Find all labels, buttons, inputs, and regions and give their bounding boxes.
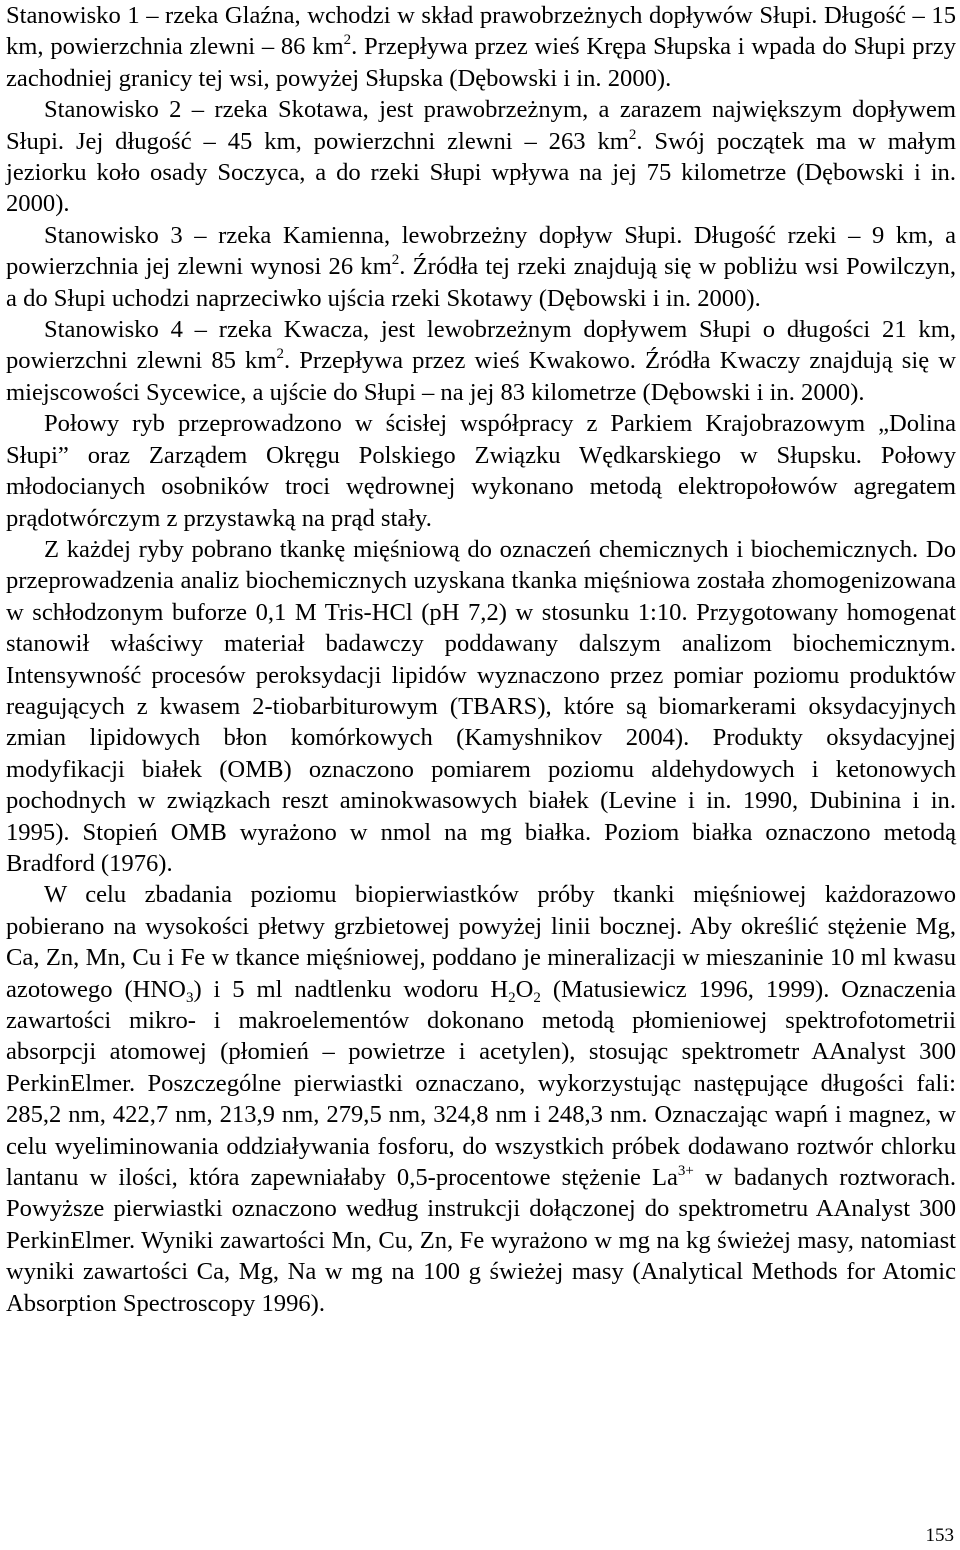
subscript: 2 xyxy=(533,989,541,1006)
paragraph-station-1 xyxy=(6,0,956,94)
text-run: . Przepływa przez wieś Kwakowo. Źródła Kwaczy znajdują się w miejscowości Sycewice, a ujście do Słupi – na jej 83 kilometrze (Dębowski i in. 2000). xyxy=(6,347,956,406)
text-run: Stanowisko 2 – rzeka Skotawa, jest prawobrzeżnym, a zarazem największym dopływem Słupi. Jej długość – 45 km, powierzchni zlewni – 263 km xyxy=(6,96,956,155)
paragraph-station-3 xyxy=(6,220,956,314)
paragraph-fishing xyxy=(6,408,956,534)
text-run: . Źródła tej rzeki znajdują się w pobliżu wsi Powilczyn, a do Słupi uchodzi naprzeciwko ujścia rzeki Skotawy (Dębowski i in. 2000). xyxy=(6,253,956,312)
superscript: 3+ xyxy=(677,1163,694,1180)
text-run: (Matusiewicz 1996, 1999). Oznaczenia zawartości mikro- i makroelementów dokonano metodą płomieniowej spektrofotometrii absorpcji atomowej (płomień – powietrze i acetylen), stosując spektrometr AAnalyst 300 PerkinElmer. Poszczególne pierwiastki oznaczano, wykorzystując następujące długości fali: 285,2 nm, 422,7 nm, 213,9 nm, 279,5 nm, 324,8 nm i 248,3 nm. Oznaczając wapń i magnez, w celu wyeliminowania oddziaływania fosforu, do wszystkich próbek dodawano roztwór chlorku lantanu w ilości, która zapewniałaby 0,5-procentowe stężenie La xyxy=(6,975,956,1192)
text-run: Połowy ryb przeprowadzono w ścisłej współpracy z Parkiem Krajobrazowym „Dolina Słupi” oraz Zarządem Okręgu Polskiego Związku Wędkarskiego w Słupsku. Połowy młodocianych osobników troci wędrownej wykonano metodą elektropołowów agregatem prądotwórczym z przystawką na prąd stały. xyxy=(6,410,956,532)
page-number: 153 xyxy=(925,1525,954,1546)
subscript: 2 xyxy=(508,989,516,1006)
superscript: 2 xyxy=(628,126,637,143)
text-run: Stanowisko 3 – rzeka Kamienna, lewobrzeżny dopływ Słupi. Długość rzeki – 9 km, a powierzchnia jej zlewni wynosi 26 km xyxy=(6,221,956,281)
text-run: . Swój początek ma w małym jeziorku koło osady Soczyca, a do rzeki Słupi wpływa na jej 75 kilometrze (Dębowski i in. 2000). xyxy=(6,127,956,218)
paragraph-biochemical-analysis xyxy=(6,534,956,879)
text-run: Stanowisko 4 – rzeka Kwacza, jest lewobrzeżnym dopływem Słupi o długości 21 km, powierzchni zlewni 85 km xyxy=(6,316,956,375)
document-page xyxy=(6,0,956,1319)
superscript: 2 xyxy=(276,346,284,363)
text-run: . Przepływa przez wieś Krępa Słupska i wpada do Słupi przy zachodniej granicy tej wsi, powyżej Słupska (Dębowski i in. 2000). xyxy=(6,33,956,92)
superscript: 2 xyxy=(343,32,352,49)
text-run: ) i 5 ml nadtlenku wodoru H xyxy=(193,975,509,1003)
text-run: O xyxy=(515,975,534,1003)
paragraph-bioelements xyxy=(6,879,956,1319)
superscript: 2 xyxy=(391,252,400,269)
paragraph-station-2 xyxy=(6,94,956,220)
text-run: W celu zbadania poziomu biopierwiastków próby tkanki mięśniowej każdorazowo pobierano na wysokości płetwy grzbietowej powyżej linii bocznej. Aby określić stężenie Mg, Ca, Zn, Mn, Cu i Fe w tkance mięśniowej, poddano je mineralizacji w mieszaninie 10 ml kwasu azotowego (HNO xyxy=(6,881,956,1003)
text-run: Stanowisko 1 – rzeka Glaźna, wchodzi w skład prawobrzeżnych dopływów Słupi. Długość – 15 km, powierzchnia zlewni – 86 km xyxy=(6,2,956,61)
text-run: Z każdej ryby pobrano tkankę mięśniową do oznaczeń chemicznych i biochemicznych. Do przeprowadzenia analiz biochemicznych uzyskana tkanka mięśniowa została zhomogenizowana w schłodzonym buforze 0,1 M Tris-HCl (pH 7,2) w stosunku 1:10. Przygotowany homogenat stanowił właściwy materiał badawczy poddawany dalszym analizom biochemicznym. Intensywność procesów peroksydacji lipidów wyznaczono przez pomiar poziomu produktów reagujących z kwasem 2-tiobarbiturowym (TBARS), które są biomarkerami oksydacyjnych zmian lipidowych błon komórkowych (Kamyshnikov 2004). Produkty oksydacyjnej modyfikacji białek (OMB) oznaczono pomiarem poziomu aldehydowych i ketonowych pochodnych w związkach reszt aminokwasowych białek (Levine i in. 1990, Dubinina i in. 1995). Stopień OMB wyrażono w nmol na mg białka. Poziom białka oznaczono metodą Bradford (1976). xyxy=(6,535,956,877)
paragraph-station-4 xyxy=(6,314,956,408)
subscript: 3 xyxy=(185,989,194,1006)
text-run: w badanych roztworach. Powyższe pierwiastki oznaczono według instrukcji dołączonej do spektrometru AAnalyst 300 PerkinElmer. Wyniki zawartości Mn, Cu, Zn, Fe wyrażono w mg na kg świeżej masy, natomiast wyniki zawartości Ca, Mg, Na w mg na 100 g świeżej masy (Analytical Methods for Atomic Absorption Spectroscopy 1996). xyxy=(6,1164,956,1317)
